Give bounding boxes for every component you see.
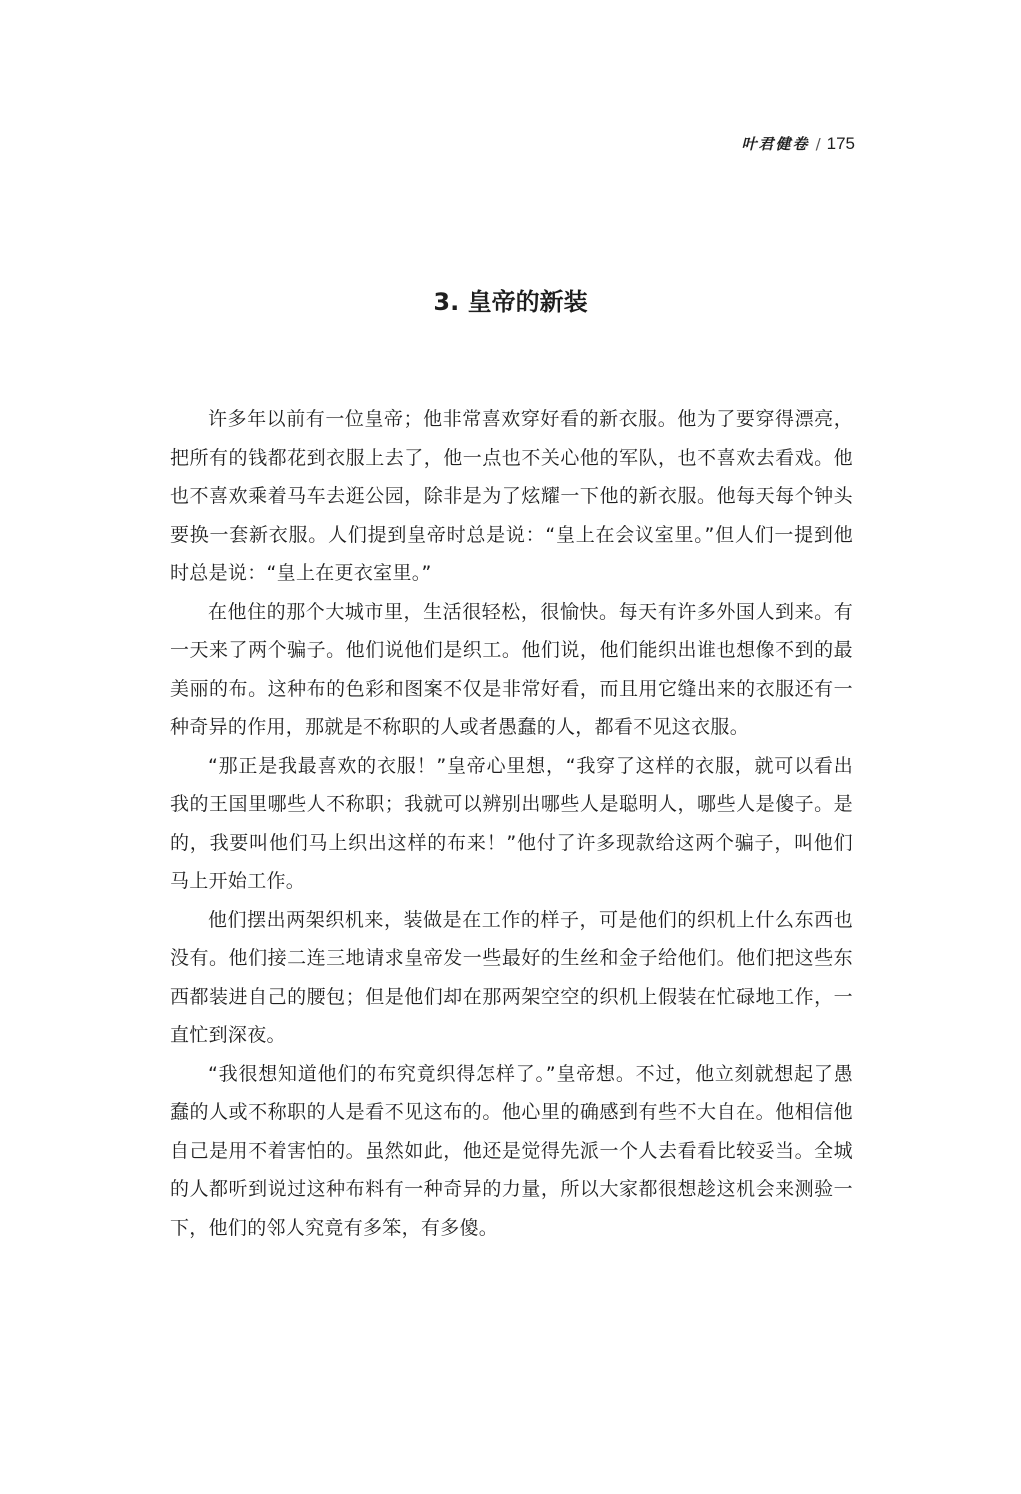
page-number: 175 — [826, 134, 855, 153]
body-text — [170, 400, 853, 1247]
chapter-title: 3. 皇帝的新装 — [433, 288, 588, 316]
paragraph: 许多年以前有一位皇帝；他非常喜欢穿好看的新衣服。他为了要穿得漂亮，把所有的钱都花到衣服上去了，他一点也不关心他的军队，也不喜欢去看戏。他也不喜欢乘着马车去逛公园，除非是为了炫耀一下他的新衣服。他每天每个钟头要换一套新衣服。人们提到皇帝时总是说：“皇上在会议室里。”但人们一提到他时总是说：“皇上在更衣室里。” — [170, 408, 853, 584]
header-separator: / — [815, 135, 821, 153]
paragraph: “我很想知道他们的布究竟织得怎样了。”皇帝想。不过，他立刻就想起了愚蠢的人或不称职的人是看不见这布的。他心里的确感到有些不大自在。他相信他自己是用不着害怕的。虽然如此，他还是觉得先派一个人去看看比较妥当。全城的人都听到说过这种布料有一种奇异的力量，所以大家都很想趁这机会来测验一下，他们的邻人究竟有多笨，有多傻。 — [170, 1062, 853, 1239]
running-header — [742, 132, 855, 156]
paragraph: 他们摆出两架织机来，装做是在工作的样子，可是他们的织机上什么东西也没有。他们接二连三地请求皇帝发一些最好的生丝和金子给他们。他们把这些东西都装进自己的腰包；但是他们却在那两架空空的织机上假装在忙碌地工作，一直忙到深夜。 — [170, 908, 853, 1046]
paragraph: 在他住的那个大城市里，生活很轻松，很愉快。每天有许多外国人到来。有一天来了两个骗子。他们说他们是织工。他们说，他们能织出谁也想像不到的最美丽的布。这种布的色彩和图案不仅是非常好看，而且用它缝出来的衣服还有一种奇异的作用，那就是不称职的人或者愚蠢的人，都看不见这衣服。 — [170, 600, 853, 738]
paragraph: “那正是我最喜欢的衣服！”皇帝心里想，“我穿了这样的衣服，就可以看出我的王国里哪些人不称职；我就可以辨别出哪些人是聪明人，哪些人是傻子。是的，我要叫他们马上织出这样的布来！”他付了许多现款给这两个骗子，叫他们马上开始工作。 — [170, 754, 853, 892]
book-title: 叶君健卷 — [741, 135, 810, 153]
